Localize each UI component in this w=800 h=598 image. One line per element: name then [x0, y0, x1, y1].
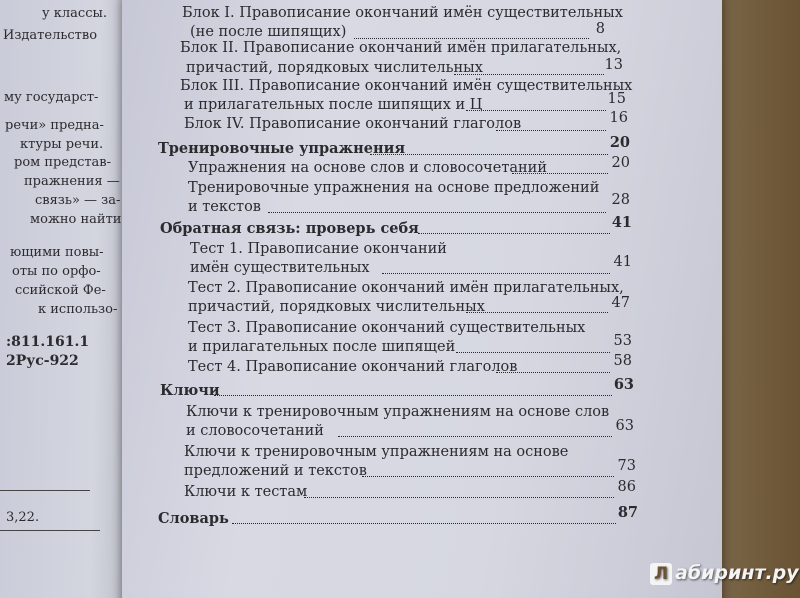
toc-page-number: 87: [617, 504, 638, 521]
toc-page-number: 20: [611, 155, 630, 171]
toc-section-title: Обратная связь: проверь себя: [160, 220, 419, 237]
labirint-logo-icon: Л: [650, 563, 672, 585]
left-line: связь» — за-: [35, 193, 121, 208]
left-line: Издательство: [3, 28, 98, 43]
toc-leader-dots: [454, 74, 604, 75]
toc-page-number: 13: [604, 57, 623, 73]
toc-page-number: 73: [617, 458, 636, 474]
left-line: речи» предна-: [5, 118, 104, 133]
toc-entry-text: Упражнения на основе слов и словосочетаний: [188, 160, 547, 176]
left-line: оты по орфо-: [12, 264, 101, 279]
toc-entry-text: (не после шипящих): [190, 24, 347, 40]
toc-entry-text: Блок IV. Правописание окончаний глаголов: [184, 116, 522, 132]
toc-page-number: 63: [613, 376, 634, 393]
left-line: 3,22.: [6, 510, 40, 525]
left-line: у классы.: [42, 6, 107, 21]
toc-entry-text: причастий, порядковых числительных: [186, 60, 483, 76]
toc-page-number: 41: [613, 254, 632, 270]
toc-leader-dots: [466, 312, 608, 313]
toc-entry-text: Тренировочные упражнения на основе предложений: [188, 180, 600, 196]
toc-leader-dots: [512, 173, 608, 174]
toc-entry-text: Тест 2. Правописание окончаний имён прилагательных,: [188, 280, 624, 296]
toc-leader-dots: [304, 497, 614, 498]
toc-entry-text: Ключи к тестам: [184, 484, 308, 500]
left-line: к использо-: [38, 302, 118, 317]
toc-page-number: 41: [611, 214, 632, 231]
toc-entry-text: Блок I. Правописание окончаний имён существительных: [182, 5, 623, 21]
toc-leader-dots: [466, 110, 606, 111]
bbk-code: 2Рус-922: [6, 353, 79, 369]
toc-page-number: 20: [609, 134, 630, 151]
toc-entry-text: Тест 3. Правописание окончаний существительных: [188, 320, 586, 336]
toc-leader-dots: [338, 436, 612, 437]
toc-leader-dots: [418, 233, 610, 234]
udk-code: :811.161.1: [6, 334, 90, 350]
toc-leader-dots: [456, 352, 610, 353]
toc-page-number: 28: [611, 192, 630, 208]
toc-page-number: 16: [609, 110, 628, 126]
toc-page-number: 8: [595, 21, 605, 37]
left-line: ктуры речи.: [20, 137, 104, 152]
toc-entry-text: и прилагательных после шипящих и Ц: [184, 97, 483, 113]
left-line: ющими повы-: [10, 245, 104, 260]
toc-entry-text: причастий, порядковых числительных: [188, 299, 485, 315]
toc-page-number: 47: [611, 295, 630, 311]
left-line: можно найти: [30, 212, 122, 227]
toc-section-title: Ключи: [160, 382, 220, 399]
toc-leader-dots: [370, 154, 608, 155]
watermark-text: абиринт.ру: [675, 562, 799, 584]
toc-page-number: 63: [615, 418, 634, 434]
toc-entry-text: и прилагательных после шипящей: [188, 339, 456, 355]
toc-page-number: 86: [617, 479, 636, 495]
toc-entry-text: Тест 1. Правописание окончаний: [190, 241, 447, 257]
left-line: ссийской Фе-: [15, 283, 106, 298]
toc-entry-text: Тест 4. Правописание окончаний глаголов: [188, 359, 518, 375]
toc-leader-dots: [362, 476, 614, 477]
toc-leader-dots: [214, 395, 612, 396]
toc-section-title: Тренировочные упражнения: [158, 140, 406, 157]
toc-entry-text: предложений и текстов: [184, 463, 367, 479]
left-line: му государст-: [4, 90, 99, 105]
toc-entry-text: Блок II. Правописание окончаний имён прилагательных,: [180, 40, 622, 56]
toc-entry-text: Ключи к тренировочным упражнениям на основе слов: [186, 404, 610, 420]
toc-page-number: 15: [607, 91, 626, 107]
toc-entry-text: Блок III. Правописание окончаний имён существительных: [180, 78, 633, 94]
toc-leader-dots: [496, 130, 606, 131]
toc-page-number: 53: [613, 333, 632, 349]
toc-entry-text: Ключи к тренировочным упражнениям на основе: [184, 444, 569, 460]
toc-entry-text: и текстов: [188, 199, 261, 215]
toc-section-title: Словарь: [158, 510, 229, 527]
toc-entry-text: и словосочетаний: [186, 423, 324, 439]
toc-leader-dots: [496, 372, 610, 373]
toc-leader-dots: [232, 523, 616, 524]
labirint-watermark: [650, 562, 799, 585]
left-line: ром представ-: [14, 155, 112, 170]
left-line: пражнения —: [24, 174, 120, 189]
toc-leader-dots: [268, 212, 606, 213]
toc-entry-text: имён существительных: [190, 260, 370, 276]
toc-leader-dots: [354, 38, 589, 39]
toc-page-number: 58: [613, 353, 632, 369]
toc-leader-dots: [382, 273, 610, 274]
